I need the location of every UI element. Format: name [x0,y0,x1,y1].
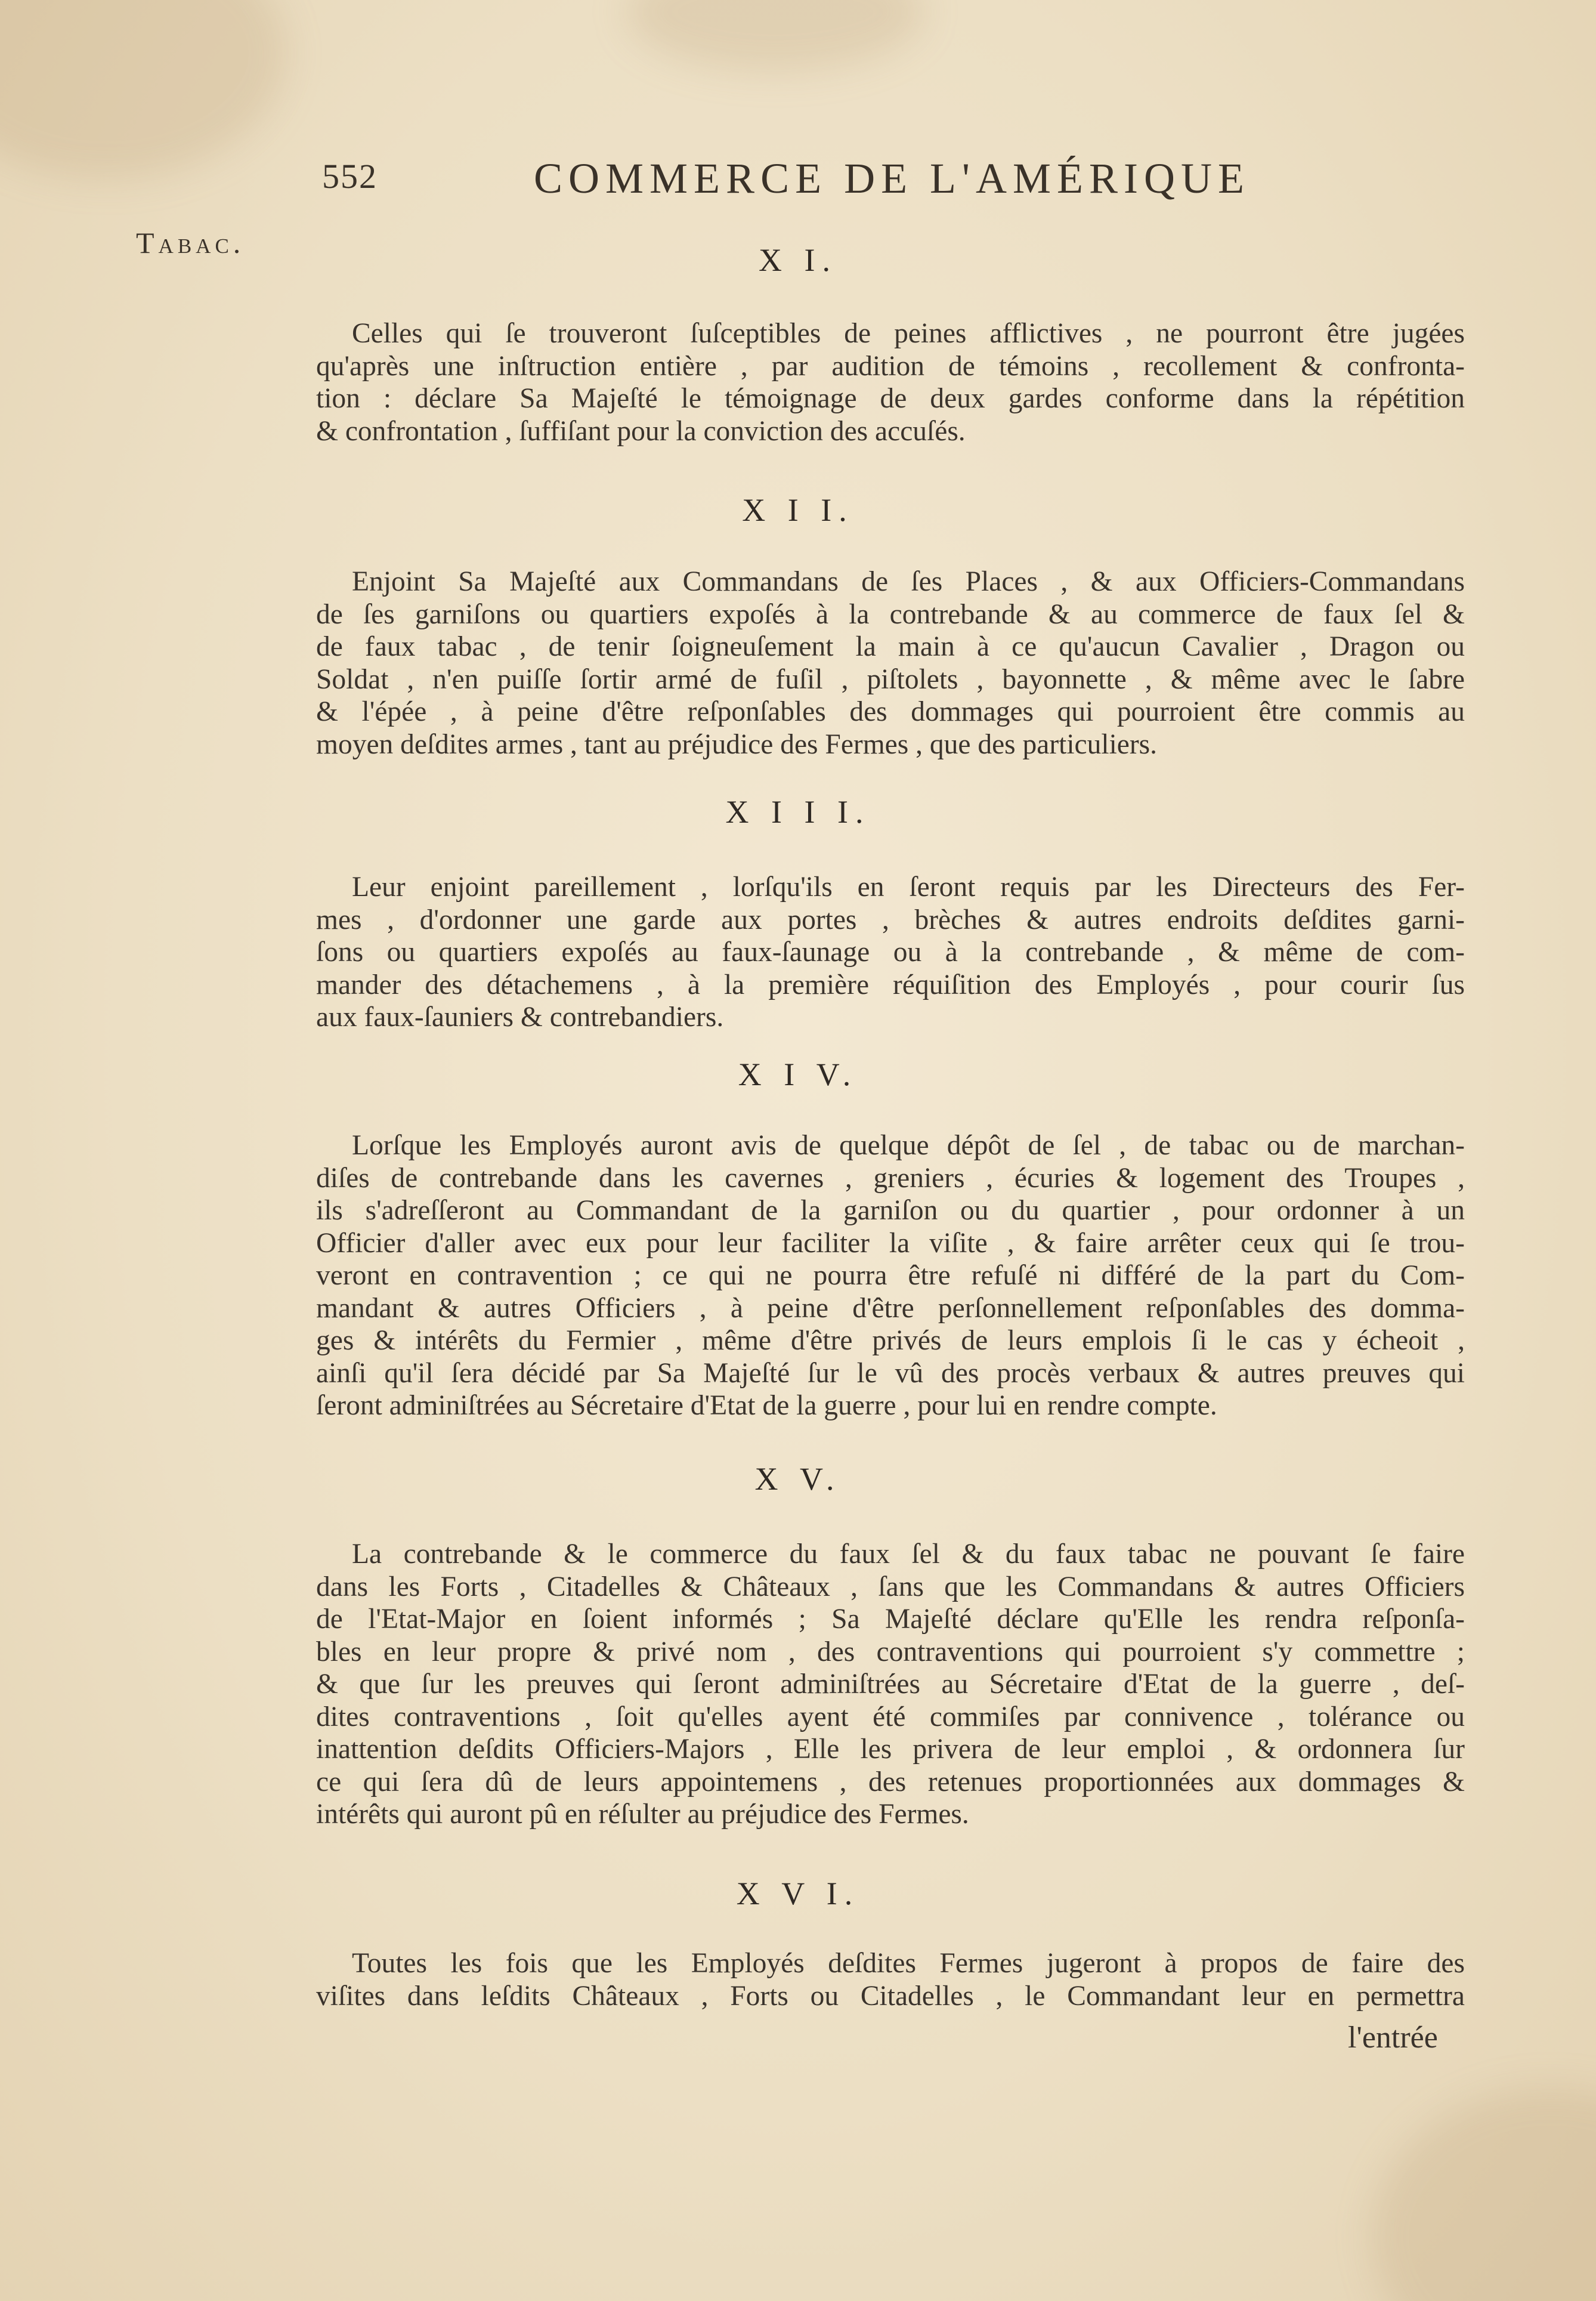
text-line: de faux tabac , de tenir ſoigneuſement la main à ce qu'aucun Cavalier , Dragon ou [316,631,1465,662]
text-line: Soldat , n'en puiſſe ſortir armé de fuſil , piſtolets , bayonnette , & même avec le ſabre [316,663,1465,695]
paper-stain [0,0,286,179]
text-line: bles en leur propre & privé nom , des contraventions qui pourroient s'y commettre ; [316,1636,1465,1667]
text-line: ſons ou quartiers expoſés au faux-ſaunage ou à la contrebande , & même de com- [316,937,1465,968]
text-line: & confrontation , ſuffiſant pour la conviction des accuſés. [316,415,966,447]
text-line: ges & intérêts du Fermier , même d'être privés de leurs emplois ſi le cas y écheoit , [316,1325,1465,1356]
article-heading: X I V. [738,1057,858,1092]
article-body [316,1947,1465,2012]
text-line: ils s'adreſſeront au Commandant de la garniſon ou du quartier , pour ordonner à un [316,1195,1465,1226]
text-line: ce qui ſera dû de leurs appointemens , des retenues proportionnées aux dommages & [316,1766,1465,1797]
text-line: Officier d'aller avec eux pour leur faciliter la viſite , & faire arrêter ceux qui ſe trou- [316,1227,1465,1259]
article-body [316,317,1465,447]
article-heading: X V. [754,1461,842,1497]
text-line: de l'Etat-Major en ſoient informés ; Sa Majeſté déclare qu'Elle les rendra reſponſa- [316,1604,1465,1635]
text-line: moyen deſdites armes , tant au préjudice des Fermes , que des particuliers. [316,728,1158,760]
article-heading: X V I. [736,1876,860,1911]
paper-stain [626,0,924,72]
text-line: qu'après une inſtruction entière , par audition de témoins , recollement & confronta- [316,350,1465,382]
text-line: Lorſque les Employés auront avis de quelque dépôt de ſel , de tabac ou de marchan- [352,1130,1465,1161]
text-line: mander des détachemens , à la première réquiſition des Employés , pour courir ſus [316,969,1465,1000]
text-line: La contrebande & le commerce du faux ſel & du faux tabac ne pouvant ſe faire [352,1539,1465,1570]
text-line: dans les Forts , Citadelles & Châteaux , ſans que les Commandans & autres Officiers [316,1571,1465,1602]
text-line: dites contraventions , ſoit qu'elles ayent été commiſes par connivence , tolérance ou [316,1701,1465,1732]
article-body [316,566,1465,761]
text-line: & l'épée , à peine d'être reſponſables des dommages qui pourroient être commis au [316,696,1465,727]
text-line: inattention deſdits Officiers-Majors , Elle les privera de leur emploi , & ordonnera ſur [316,1734,1465,1765]
text-line: Celles qui ſe trouveront ſuſceptibles de peines afflictives , ne pourront être jugées [352,318,1465,349]
running-title: COMMERCE DE L'AMÉRIQUE [534,155,1250,202]
paper-stain [1372,2088,1596,2301]
article-body [316,1129,1465,1422]
text-line: intérêts qui auront pû en réſulter au préjudice des Fermes. [316,1799,969,1830]
text-line: ſeront adminiſtrées au Sécretaire d'Etat de la guerre , pour lui en rendre compte. [316,1390,1217,1421]
text-line: & que ſur les preuves qui ſeront adminiſtrées au Sécretaire d'Etat de la guerre , deſ- [316,1669,1465,1700]
article-heading: X I I. [742,492,854,528]
article-body [316,871,1465,1034]
text-line: mandant & autres Officiers , à peine d'être perſonnellement reſponſables des domma- [316,1292,1465,1324]
text-line: de ſes garniſons ou quartiers expoſés à la contrebande & au commerce de faux ſel & [316,598,1465,630]
article-body [316,1538,1465,1831]
article-heading: X I I I. [725,794,871,830]
page-number: 552 [322,157,378,196]
text-line: veront en contravention ; ce qui ne pourra être refuſé ni différé de la part du Com- [316,1260,1465,1291]
text-line: Enjoint Sa Majeſté aux Commandans de ſes Places , & aux Officiers-Commandans [352,566,1465,597]
catchword: l'entrée [1348,2021,1438,2055]
text-line: diſes de contrebande dans les cavernes , greniers , écuries & logement des Troupes , [316,1162,1465,1194]
article-heading: X I. [759,242,837,278]
text-line: tion : déclare Sa Majeſté le témoignage de deux gardes conforme dans la répétition [316,383,1465,414]
text-line: Toutes les fois que les Employés deſdites Fermes jugeront à propos de faire des [352,1948,1465,1979]
text-line: mes , d'ordonner une garde aux portes , brèches & autres endroits deſdites garni- [316,904,1465,935]
margin-note: Tabac. [136,226,245,260]
text-line: ainſi qu'il ſera décidé par Sa Majeſté ſur le vû des procès verbaux & autres preuves qui [316,1357,1465,1389]
text-line: viſites dans leſdits Châteaux , Forts ou Citadelles , le Commandant leur en permettra [316,1980,1465,2012]
text-line: Leur enjoint pareillement , lorſqu'ils en ſeront requis par les Directeurs des Fer- [352,872,1465,903]
text-line: aux faux-ſauniers & contrebandiers. [316,1002,724,1033]
